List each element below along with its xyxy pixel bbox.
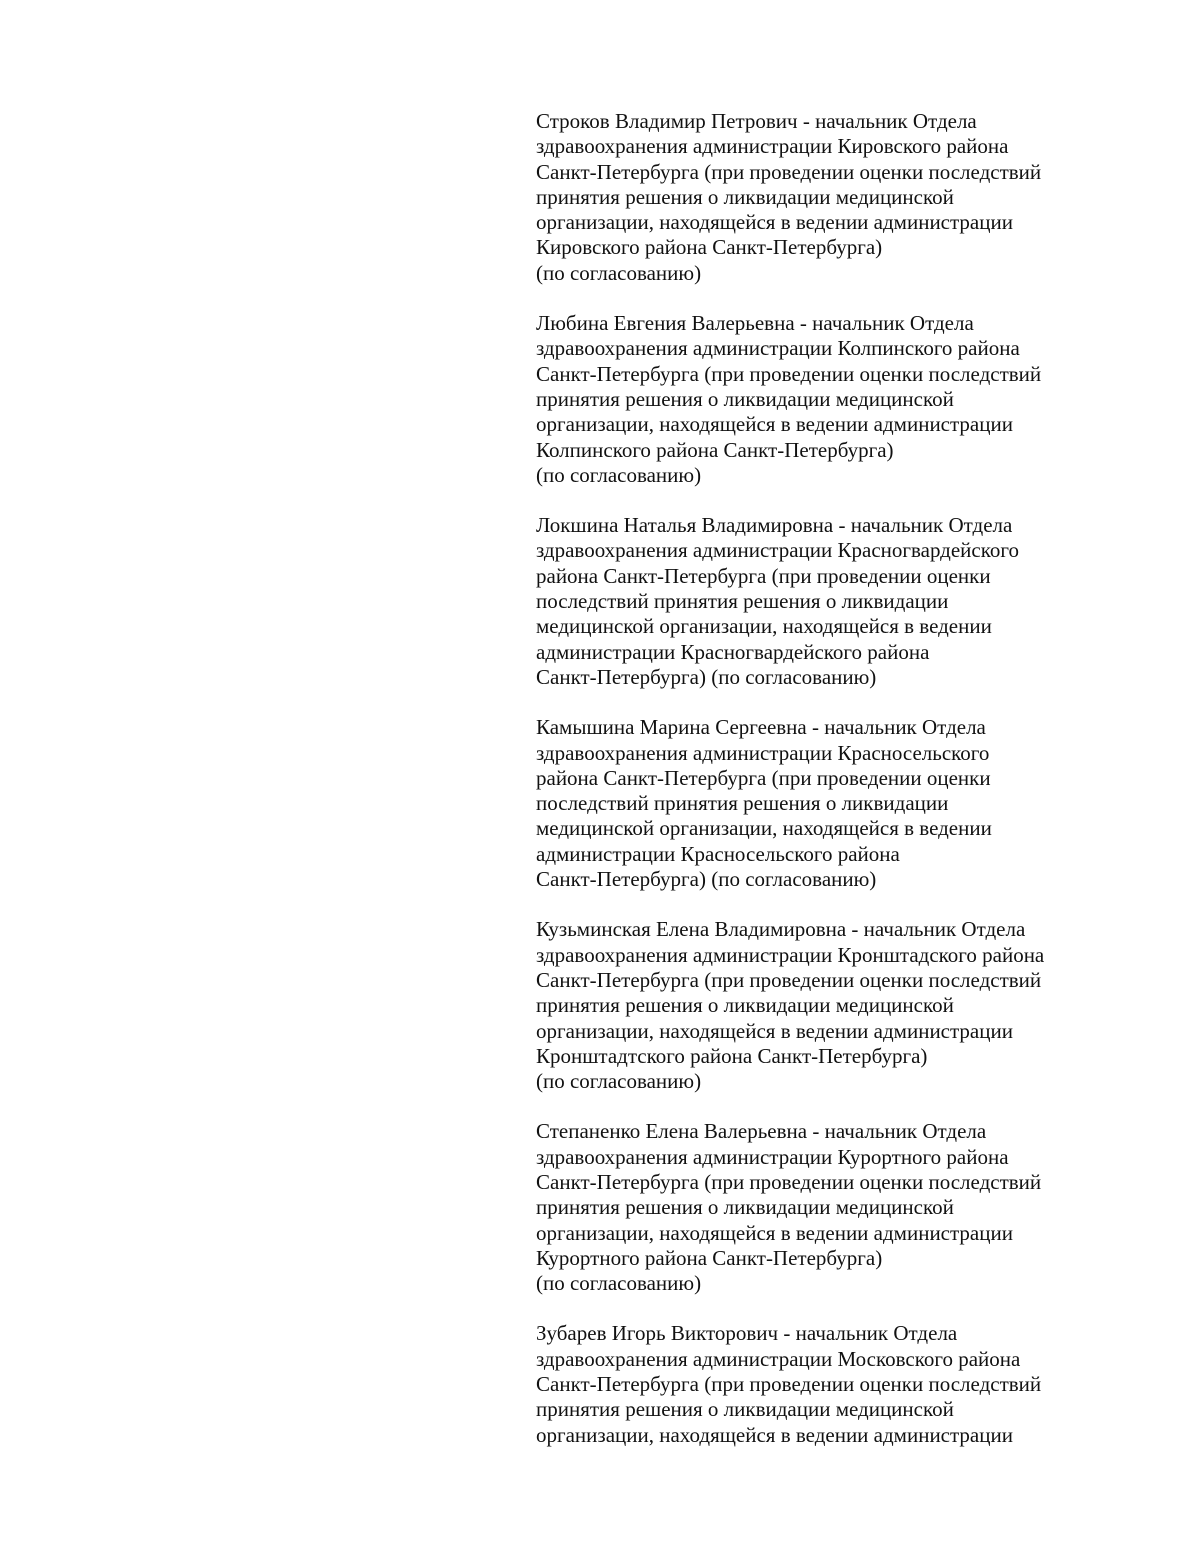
entry-line: Санкт-Петербурга (при проведении оценки последствий bbox=[536, 159, 1042, 184]
entry-line: принятия решения о ликвидации медицинской bbox=[536, 386, 954, 411]
entry-line: Любина Евгения Валерьевна - начальник Отдела bbox=[536, 311, 974, 336]
members-list bbox=[536, 109, 1096, 1473]
entry-line: администрации Красногвардейского района bbox=[536, 639, 930, 664]
member-entry-strokov bbox=[536, 109, 1096, 286]
entry-line: принятия решения о ликвидации медицинской bbox=[536, 1195, 954, 1220]
entry-line: организации, находящейся в ведении администрации bbox=[536, 210, 1013, 235]
entry-line: Кузьминская Елена Владимировна - начальник Отдела bbox=[536, 917, 1026, 942]
entry-line: принятия решения о ликвидации медицинской bbox=[536, 184, 954, 209]
entry-line: Кировского района Санкт-Петербурга) bbox=[536, 235, 883, 260]
entry-line: Курортного района Санкт-Петербурга) bbox=[536, 1245, 883, 1270]
member-entry-kamyshina bbox=[536, 715, 1096, 892]
entry-line: (по согласованию) bbox=[536, 462, 702, 487]
entry-line: здравоохранения администрации Красносельского bbox=[536, 740, 990, 765]
entry-line: администрации Красносельского района bbox=[536, 841, 900, 866]
entry-line: организации, находящейся в ведении администрации bbox=[536, 1422, 1013, 1447]
entry-line: Санкт-Петербурга) (по согласованию) bbox=[536, 867, 877, 892]
member-entry-lyubina bbox=[536, 311, 1096, 488]
entry-line: организации, находящейся в ведении администрации bbox=[536, 412, 1013, 437]
entry-line: принятия решения о ликвидации медицинской bbox=[536, 993, 954, 1018]
entry-line: организации, находящейся в ведении администрации bbox=[536, 1220, 1013, 1245]
entry-line: здравоохранения администрации Курортного района bbox=[536, 1144, 1009, 1169]
entry-line: Локшина Наталья Владимировна - начальник Отдела bbox=[536, 513, 1013, 538]
member-entry-zubarev bbox=[536, 1321, 1096, 1447]
entry-line: района Санкт-Петербурга (при проведении оценки bbox=[536, 563, 991, 588]
entry-line: (по согласованию) bbox=[536, 260, 702, 285]
member-entry-stepanenko bbox=[536, 1119, 1096, 1296]
entry-line: Санкт-Петербурга (при проведении оценки последствий bbox=[536, 1372, 1042, 1397]
entry-line: Кронштадтского района Санкт-Петербурга) bbox=[536, 1043, 928, 1068]
entry-line: Колпинского района Санкт-Петербурга) bbox=[536, 437, 894, 462]
entry-line: медицинской организации, находящейся в ведении bbox=[536, 816, 992, 841]
entry-line: Санкт-Петербурга (при проведении оценки последствий bbox=[536, 361, 1042, 386]
entry-line: Санкт-Петербурга (при проведении оценки последствий bbox=[536, 1169, 1042, 1194]
entry-line: последствий принятия решения о ликвидации bbox=[536, 589, 949, 614]
entry-line: здравоохранения администрации Московского района bbox=[536, 1346, 1021, 1371]
member-entry-kuzminskaya bbox=[536, 917, 1096, 1094]
entry-line: Строков Владимир Петрович - начальник Отдела bbox=[536, 109, 977, 133]
entry-line: (по согласованию) bbox=[536, 1069, 702, 1094]
entry-line: здравоохранения администрации Колпинского района bbox=[536, 336, 1020, 361]
entry-line: последствий принятия решения о ликвидации bbox=[536, 791, 949, 816]
entry-line: Зубарев Игорь Викторович - начальник Отдела bbox=[536, 1321, 958, 1346]
entry-line: медицинской организации, находящейся в ведении bbox=[536, 614, 992, 639]
entry-line: здравоохранения администрации Кронштадского района bbox=[536, 942, 1045, 967]
entry-line: Степаненко Елена Валерьевна - начальник Отдела bbox=[536, 1119, 987, 1144]
entry-line: района Санкт-Петербурга (при проведении оценки bbox=[536, 765, 991, 790]
entry-line: Санкт-Петербурга) (по согласованию) bbox=[536, 664, 877, 689]
entry-line: здравоохранения администрации Красногвардейского bbox=[536, 538, 1019, 563]
entry-line: Санкт-Петербурга (при проведении оценки последствий bbox=[536, 967, 1042, 992]
member-entry-lokshina bbox=[536, 513, 1096, 690]
entry-line: принятия решения о ликвидации медицинской bbox=[536, 1397, 954, 1422]
entry-line: организации, находящейся в ведении администрации bbox=[536, 1018, 1013, 1043]
entry-line: (по согласованию) bbox=[536, 1271, 702, 1296]
entry-line: здравоохранения администрации Кировского района bbox=[536, 134, 1009, 159]
entry-line: Камышина Марина Сергеевна - начальник Отдела bbox=[536, 715, 986, 740]
